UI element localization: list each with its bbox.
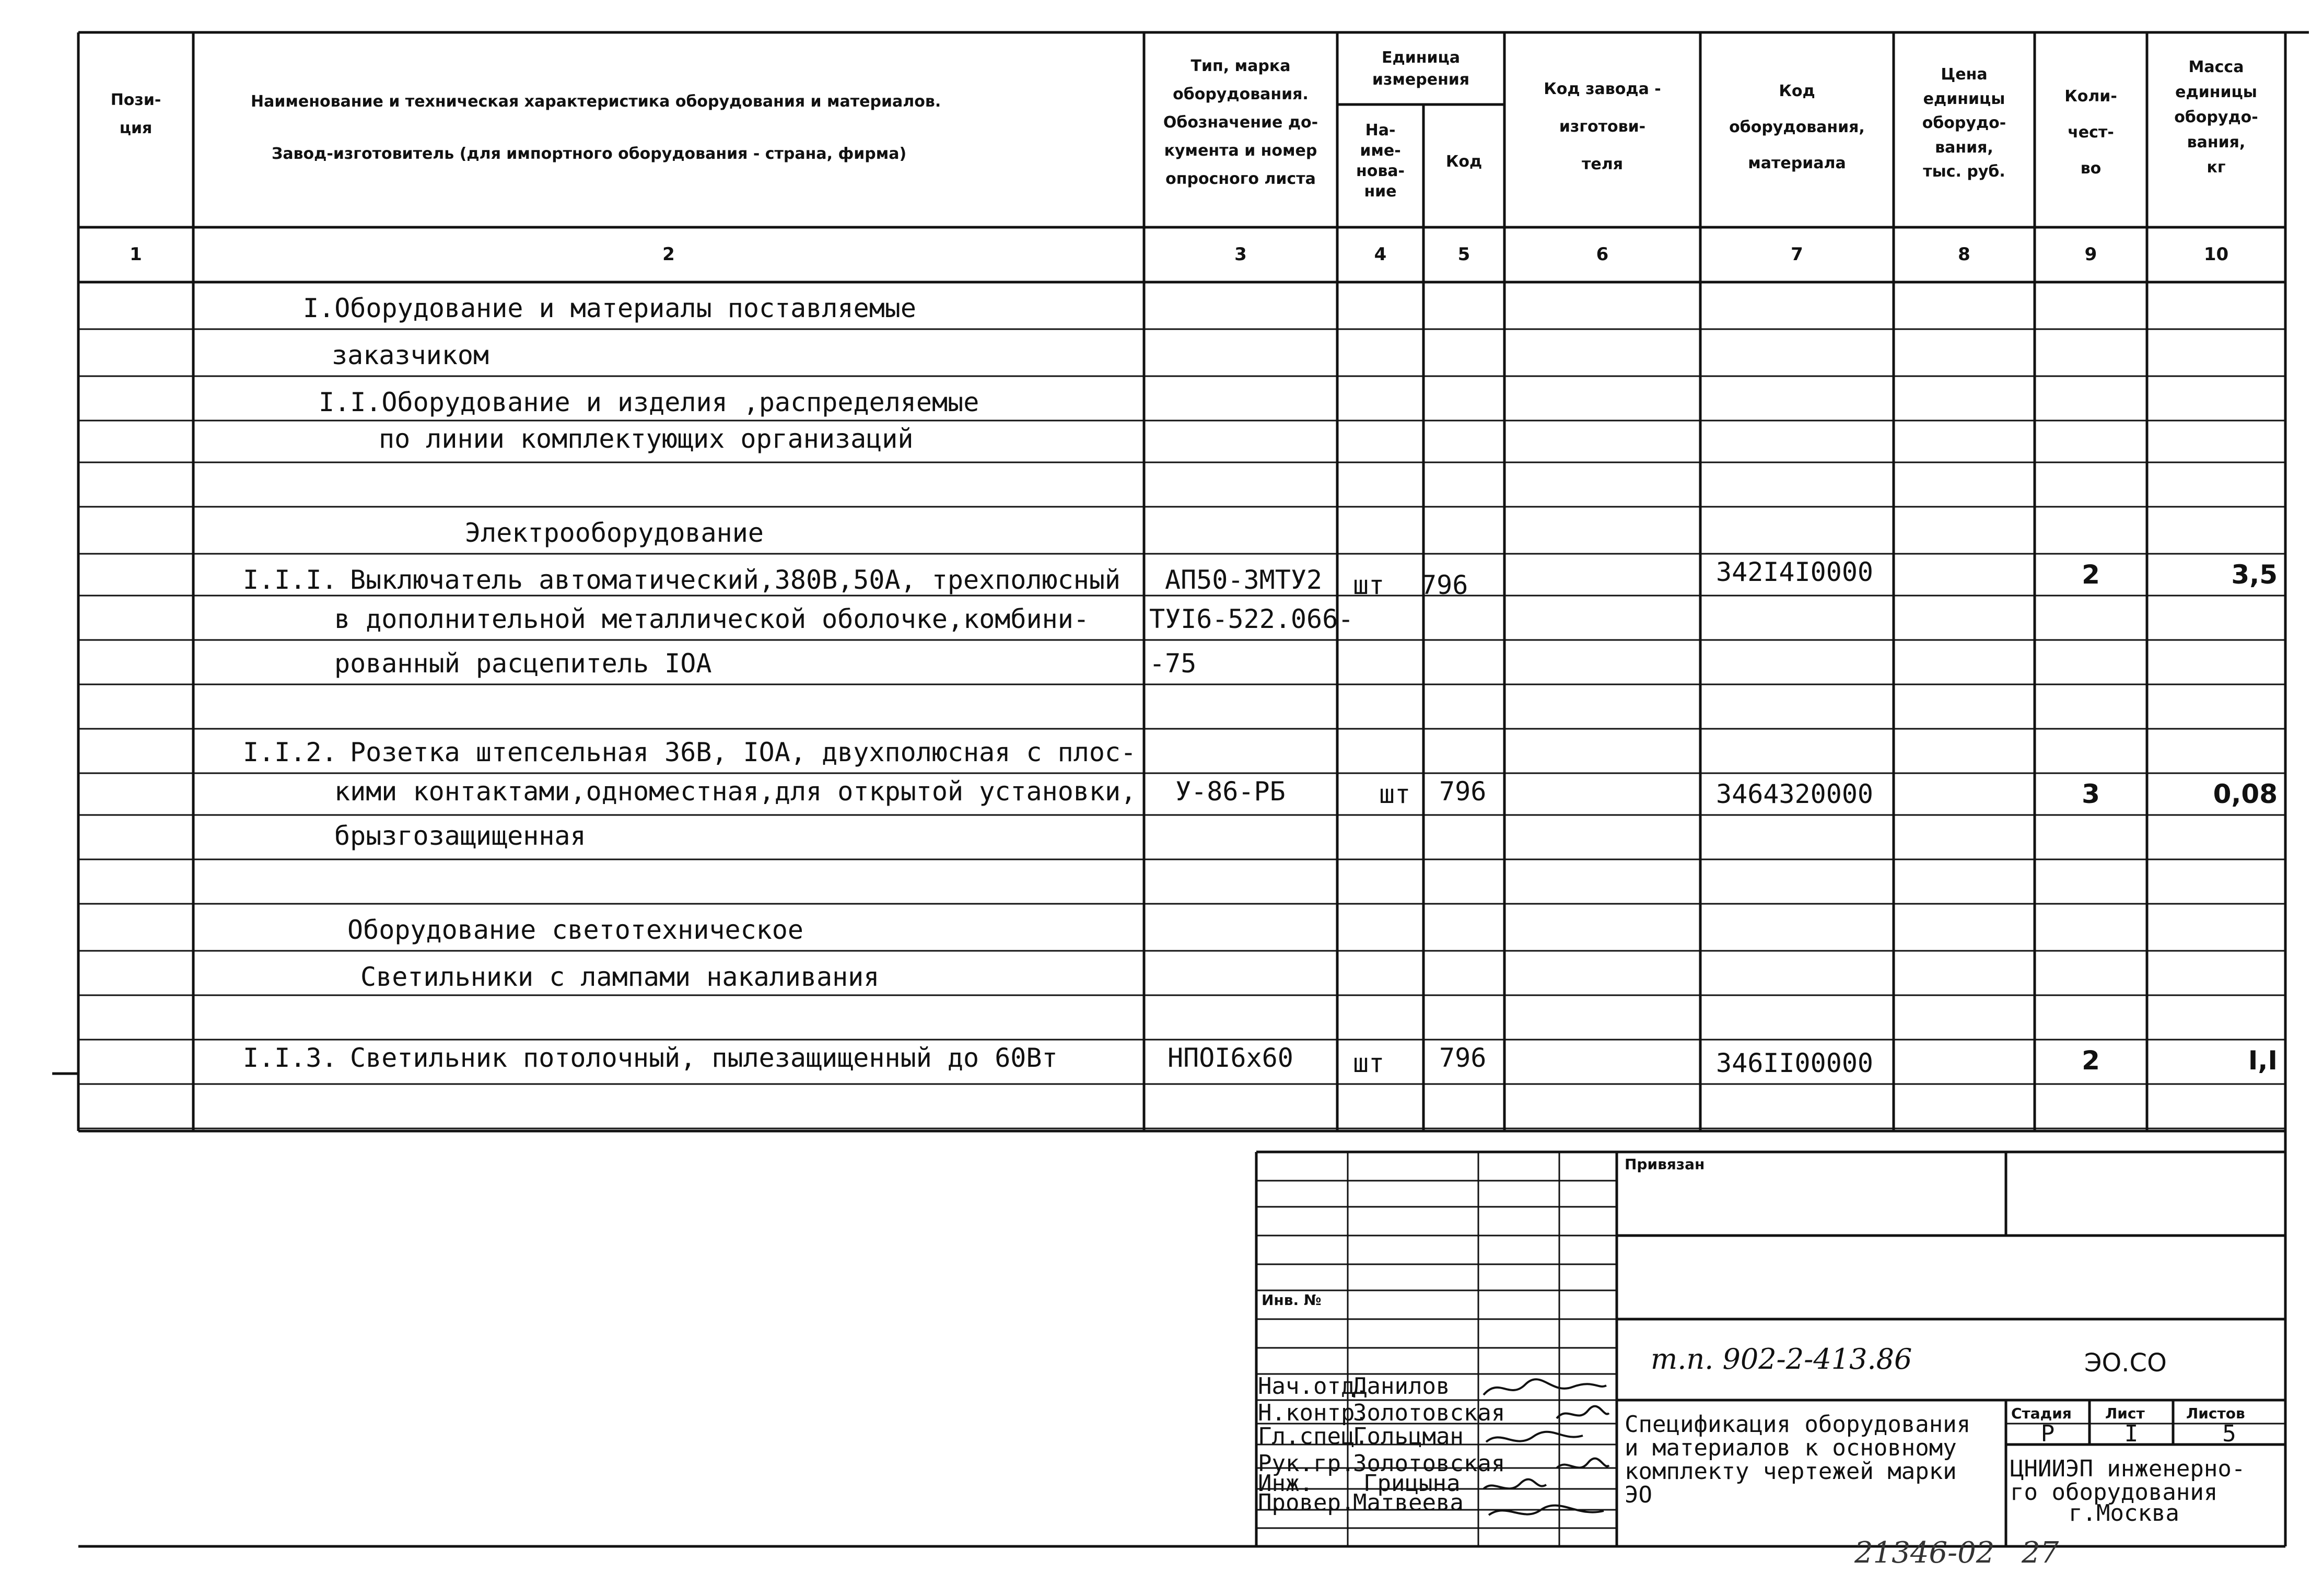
stamp-role-3: Гл.спец.: [1258, 1423, 1369, 1450]
header-unit-code: Код: [1445, 153, 1482, 171]
stamp-sheet-label: Лист: [2105, 1405, 2145, 1422]
stamp-stage: Р: [2040, 1420, 2055, 1447]
item1-name-line3: рованный расцепитель IOА: [334, 648, 712, 679]
col-number-6: 6: [1596, 244, 1609, 265]
stamp-name-1: Данилов: [1353, 1373, 1450, 1400]
item2-name-line1: Розетка штепсельная 36В, IOA, двухполюсная с плос-: [350, 737, 1137, 767]
header-factory-code: Код завода - изготови- теля: [1544, 80, 1661, 173]
stamp-mark: ЭО.СО: [2084, 1348, 2167, 1378]
signature-5: [1484, 1479, 1546, 1489]
header-quantity: Коли- чест- во: [2064, 87, 2117, 178]
section-1-1-line1: I.I.Оборудование и изделия ,распределяемые: [319, 387, 979, 417]
item1-equipment-code: 342I4I0000: [1716, 557, 1874, 587]
col-number-9: 9: [2084, 244, 2097, 265]
signature-6: [1489, 1506, 1604, 1515]
stamp-sheet: I: [2124, 1420, 2139, 1447]
section-lighting: Оборудование светотехническое: [347, 915, 803, 945]
stamp-title-line2: и материалов к основному: [1625, 1435, 1957, 1461]
item1-name-line2: в дополнительной металлической оболочке,комбини-: [334, 604, 1089, 634]
col-number-8: 8: [1958, 244, 1970, 265]
col-number-1: 1: [130, 244, 142, 265]
stamp-title-line1: Спецификация оборудования: [1625, 1411, 1971, 1438]
signature-3: [1486, 1432, 1583, 1442]
item1-type-line1: АП50-3МТУ2: [1165, 565, 1323, 595]
item2-unit-code: 796: [1439, 776, 1487, 807]
stamp-title-line3: комплекту чертежей марки: [1625, 1458, 1957, 1485]
signature-2: [1557, 1406, 1609, 1418]
stamp-role-4: Рук.гр.: [1258, 1450, 1355, 1477]
col-number-4: 4: [1374, 244, 1387, 265]
header-mass: Масса единицы оборудо- вания, кг: [2174, 58, 2258, 177]
item3-unit: шт: [1353, 1048, 1385, 1078]
stamp-role-2: Н.контр.: [1258, 1400, 1369, 1426]
header-position: Пози- ция: [110, 91, 161, 137]
section-1-line1: I.Оборудование и материалы поставляемые: [303, 293, 916, 323]
col-number-3: 3: [1234, 244, 1247, 265]
section-1-1-line2: по линии комплектующих организаций: [379, 424, 914, 454]
section-lamps: Светильники с лампами накаливания: [360, 962, 880, 992]
item1-unit-code: 796: [1421, 570, 1468, 600]
section-1-line2: заказчиком: [332, 340, 489, 370]
signature-1: [1484, 1379, 1606, 1395]
col-number-5: 5: [1457, 244, 1470, 265]
item3-position: I.I.3.: [243, 1043, 337, 1073]
header-unit-group: Единица измерения: [1372, 49, 1470, 89]
col-number-2: 2: [662, 244, 675, 265]
item1-type-line3: -75: [1149, 648, 1197, 679]
item2-name-line2: кими контактами,одноместная,для открытой установки,: [334, 776, 1137, 807]
footer-page: 27: [2022, 1536, 2059, 1570]
item1-position: I.I.I.: [243, 565, 337, 595]
signatures: [1478, 1374, 1612, 1546]
stamp-role-1: Нач.отд.: [1258, 1373, 1369, 1400]
stamp-title-line4: ЭО: [1625, 1482, 1652, 1508]
item2-type: У-86-РБ: [1175, 776, 1286, 807]
header-equipment-code: Код оборудования, материала: [1729, 82, 1865, 172]
item2-quantity: 3: [2082, 779, 2100, 809]
stamp-project-code: т.п. 902-2-413.86: [1651, 1343, 1912, 1376]
stamp-name-6: Матвеева: [1353, 1489, 1464, 1516]
item3-unit-code: 796: [1439, 1043, 1487, 1073]
item2-name-line3: брызгозащищенная: [334, 821, 586, 851]
stamp-org-line3: г.Москва: [2069, 1500, 2179, 1527]
signature-4: [1557, 1459, 1609, 1468]
stamp-name-5: Грицына: [1363, 1470, 1461, 1497]
stamp-inv-no: Инв. №: [1262, 1291, 1322, 1309]
header-unit-name: На- име- нова- ние: [1356, 121, 1405, 201]
footer-number: 21346-02: [1854, 1536, 1995, 1570]
col-number-10: 10: [2203, 244, 2229, 265]
item1-mass: 3,5: [2231, 560, 2278, 590]
item2-mass: 0,08: [2213, 779, 2278, 809]
stamp-privyazan: Привязан: [1625, 1156, 1705, 1173]
stamp-name-3: Гольцман: [1353, 1423, 1464, 1450]
stamp-role-6: Провер.: [1258, 1489, 1355, 1516]
stamp-stage-label: Стадия: [2011, 1405, 2072, 1422]
item2-position: I.I.2.: [243, 737, 337, 767]
item2-unit: шт: [1379, 779, 1411, 809]
stamp-org-line2: го оборудования: [2010, 1479, 2218, 1506]
item1-unit: шт: [1353, 570, 1385, 600]
item2-equipment-code: 3464320000: [1716, 779, 1874, 809]
stamp-role-5: Инж.: [1258, 1470, 1313, 1497]
stamp-name-4: Золотовская: [1353, 1450, 1505, 1477]
item3-type: НПОI6х60: [1168, 1043, 1293, 1073]
item1-name-line1: Выключатель автоматический,380В,50А, трехполюсный: [350, 565, 1121, 595]
stamp-sheets: 5: [2222, 1420, 2236, 1447]
header-type: Тип, марка оборудования. Обозначение до- кумента и номер опросного листа: [1163, 57, 1318, 188]
col-number-7: 7: [1791, 244, 1803, 265]
header-price: Цена единицы оборудо- вания, тыс. руб.: [1922, 65, 2006, 181]
section-electro: Электрооборудование: [465, 518, 764, 548]
item1-quantity: 2: [2082, 560, 2100, 590]
stamp-org-line1: ЦНИИЭП инженерно-: [2010, 1455, 2246, 1482]
stamp-name-2: Золотовская: [1353, 1400, 1505, 1426]
stamp-sheets-label: Листов: [2186, 1405, 2245, 1422]
item3-equipment-code: 346II00000: [1716, 1048, 1874, 1078]
header-name-line1: Наименование и техническая характеристика оборудования и материалов.: [251, 92, 941, 111]
item3-mass: I,I: [2248, 1045, 2278, 1076]
item1-type-line2: ТУI6-522.066-: [1149, 604, 1354, 634]
item3-name: Светильник потолочный, пылезащищенный до 60Вт: [350, 1043, 1058, 1073]
item3-quantity: 2: [2082, 1045, 2100, 1076]
header-name-line2: Завод-изготовитель (для импортного оборудования - страна, фирма): [272, 145, 907, 163]
